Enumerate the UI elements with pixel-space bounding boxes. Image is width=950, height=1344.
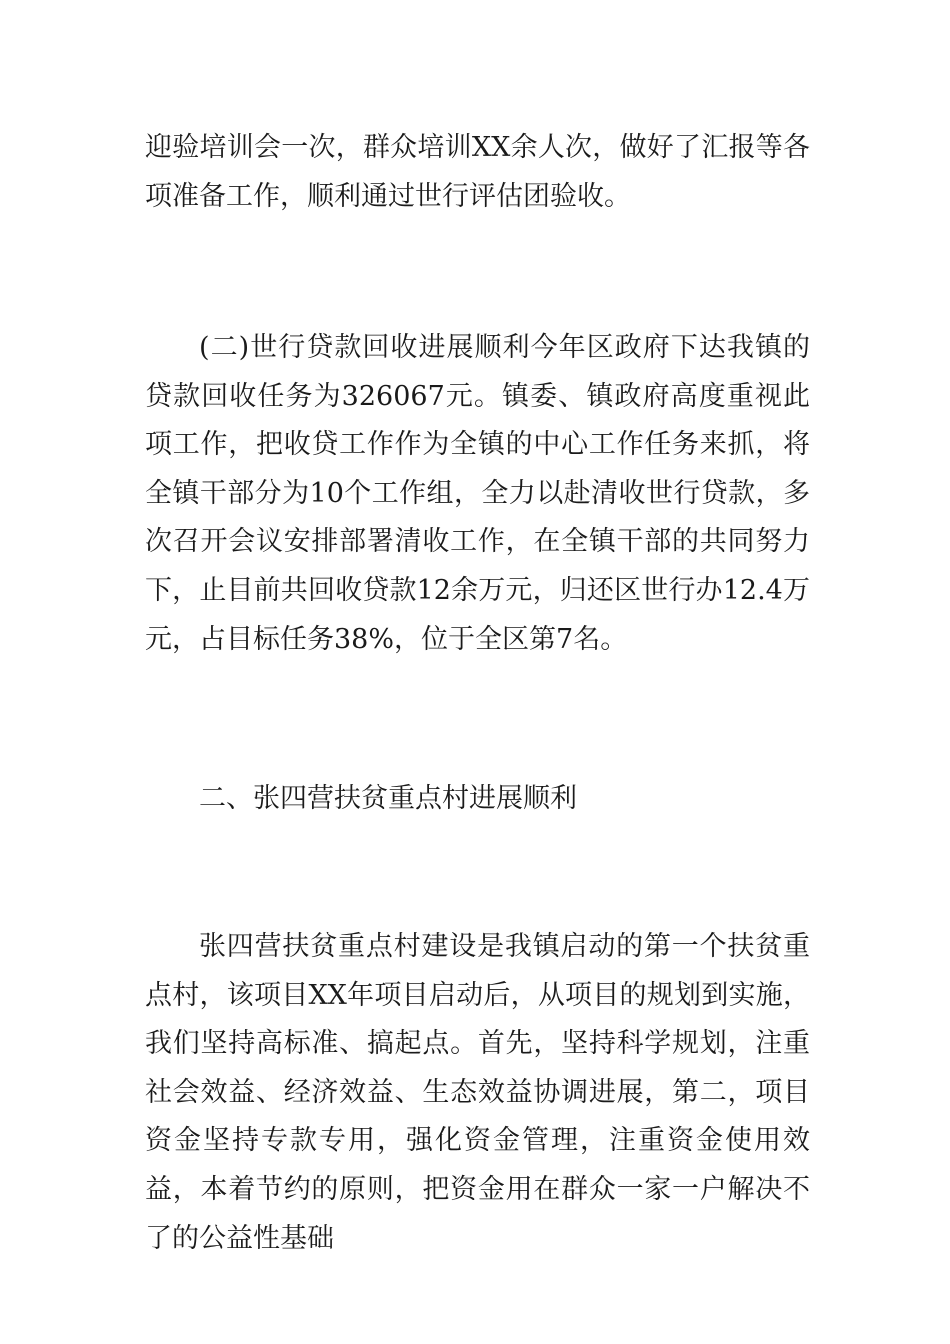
paragraph-continuation: 迎验培训会一次，群众培训XX余人次，做好了汇报等各项准备工作，顺利通过世行评估团验收。 bbox=[145, 132, 810, 212]
paragraph-key-village: 张四营扶贫重点村建设是我镇启动的第一个扶贫重点村，该项目XX年项目启动后，从项目的规划到实施，我们坚持高标准、搞起点。首先，坚持科学规划，注重社会效益、经济效益、生态效益协调进展，第二，项目资金坚持专款专用，强化资金管理，注重资金使用效益，本着节约的原则，把资金用在群众一家一户解决不了的公益性基础 bbox=[145, 931, 810, 1254]
section-heading: 二、张四营扶贫重点村进展顺利 bbox=[199, 783, 577, 814]
paragraph-loan-recovery: (二)世行贷款回收进展顺利今年区政府下达我镇的贷款回收任务为326067元。镇委、镇政府高度重视此项工作，把收贷工作作为全镇的中心工作任务来抓，将全镇干部分为10个工作组，全力以赴清收世行贷款，多次召开会议安排部署清收工作，在全镇干部的共同努力下，止目前共回收贷款12余万元，归还区世行办12.4万元，占目标任务38%，位于全区第7名。 bbox=[145, 332, 810, 655]
